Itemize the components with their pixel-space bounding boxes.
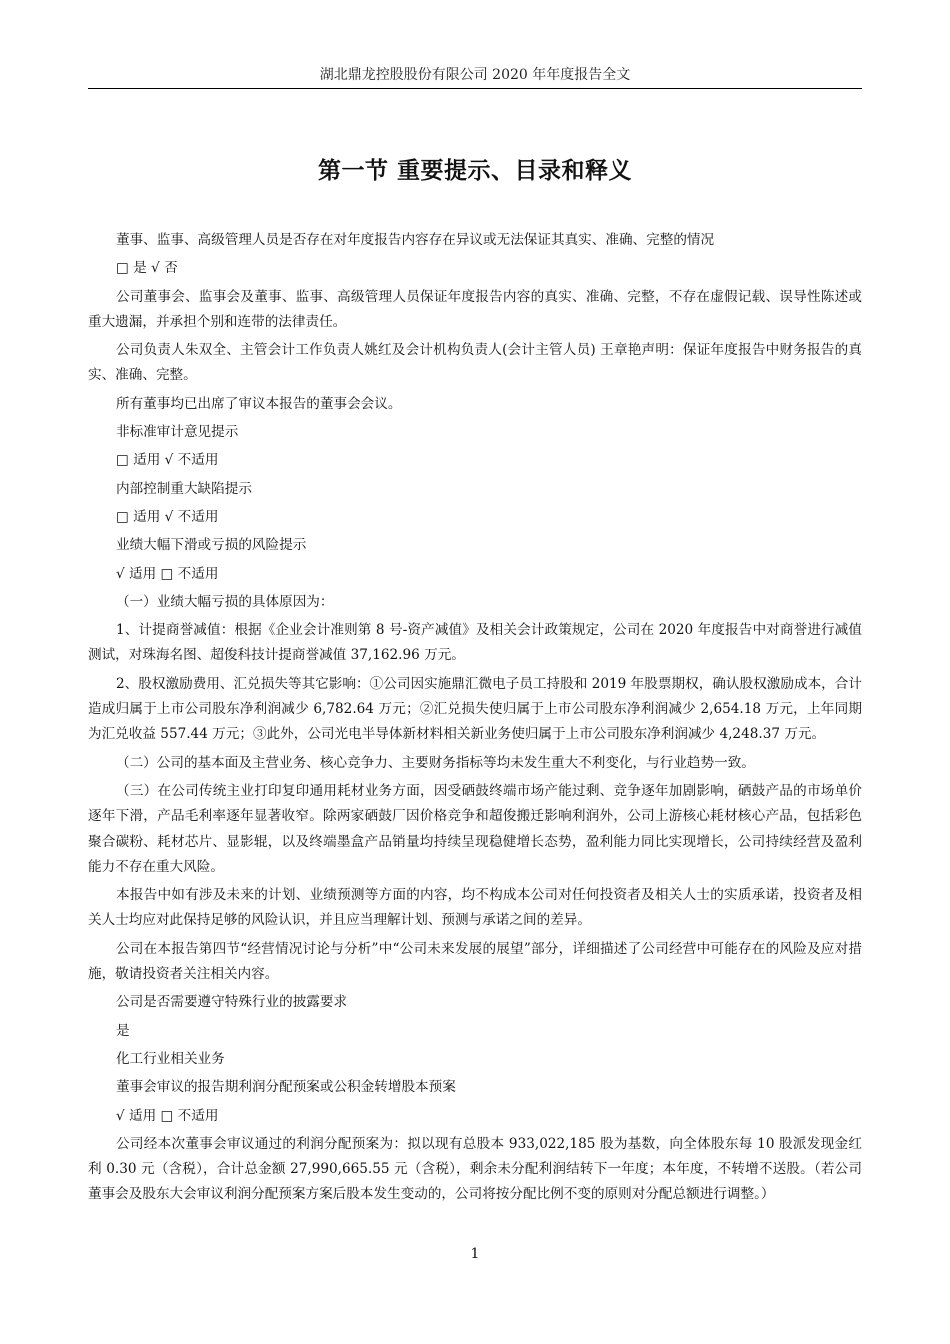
paragraph: 董事、监事、高级管理人员是否存在对年度报告内容存在异议或无法保证其真实、准确、完整的情况 — [116, 232, 715, 248]
paragraph: 业绩大幅下滑或亏损的风险提示 — [116, 537, 307, 554]
paragraph: 是 — [116, 1022, 130, 1039]
paragraph: □ 是 √ 否 — [116, 260, 178, 277]
paragraph: 公司经本次董事会审议通过的利润分配预案为：拟以现有总股本 933,022,185 股为基数，向全体股东每 10 股派发现金红利 0.30 元（含税），合计总金额 27,990,665.55 元（含税），剩余未分配利润结转下一年度；本年度，不转增不送股。（若公司董事会及股东大会审议利润分配预案方案后股本发生变动的，公司将按分配比例不变的原则对分配总额进行调整。） — [88, 1135, 862, 1203]
page-number: 1 — [470, 1246, 480, 1262]
paragraph: √ 适用 □ 不适用 — [116, 565, 219, 582]
paragraph: （三）在公司传统主业打印复印通用耗材业务方面，因受硒鼓终端市场产能过剩、竞争逐年加剧影响，硒鼓产品的市场单价逐年下滑，产品毛利率逐年显著收窄。除两家硒鼓厂因价格竞争和超俊搬迁影响利润外，公司上游核心耗材核心产品，包括彩色聚合碳粉、耗材芯片、显影辊，以及终端墨盒产品销量均持续呈现稳健增长态势，盈利能力同比实现增长，公司持续经营及盈利能力不存在重大风险。 — [88, 782, 862, 875]
page-header: 湖北鼎龙控股股份有限公司 2020 年年度报告全文 — [319, 67, 631, 83]
paragraph: 董事会审议的报告期利润分配预案或公积金转增股本预案 — [116, 1079, 456, 1096]
paragraph: 化工行业相关业务 — [116, 1050, 225, 1067]
paragraph: □ 适用 √ 不适用 — [116, 508, 219, 525]
paragraph: 公司在本报告第四节“经营情况讨论与分析”中“公司未来发展的展望”部分，详细描述了公司经营中可能存在的风险及应对措施，敬请投资者关注相关内容。 — [88, 940, 862, 983]
paragraph: 所有董事均已出席了审议本报告的董事会会议。 — [116, 395, 402, 412]
paragraph: 公司董事会、监事会及董事、监事、高级管理人员保证年度报告内容的真实、准确、完整，不存在虚假记载、误导性陈述或重大遗漏，并承担个别和连带的法律责任。 — [88, 288, 862, 330]
paragraph: □ 适用 √ 不适用 — [116, 452, 219, 469]
document-body — [88, 228, 862, 1211]
paragraph: √ 适用 □ 不适用 — [116, 1107, 219, 1124]
paragraph: （二）公司的基本面及主营业务、核心竞争力、主要财务指标等均未发生重大不利变化，与行业趋势一致。 — [116, 754, 755, 771]
paragraph: 非标准审计意见提示 — [116, 424, 239, 441]
paragraph: 内部控制重大缺陷提示 — [116, 480, 252, 497]
header-divider — [88, 88, 862, 89]
paragraph: （一）业绩大幅亏损的具体原因为： — [116, 593, 334, 610]
paragraph: 公司负责人朱双全、主管会计工作负责人姚红及会计机构负责人(会计主管人员) 王章艳声明：保证年度报告中财务报告的真实、准确、完整。 — [88, 342, 862, 384]
section-title: 第一节 重要提示、目录和释义 — [317, 158, 632, 184]
paragraph: 2、股权激励费用、汇兑损失等其它影响：①公司因实施鼎汇微电子员工持股和 2019 年股票期权，确认股权激励成本，合计造成归属于上市公司股东净利润减少 6,782.64 万元；②汇兑损失使归属于上市公司股东净利润减少 2,654.18 万元，上年同期为汇兑收益 557.44 万元；③此外，公司光电半导体新材料相关新业务使归属于上市公司股东净利润减少 4,248.37 万元。 — [88, 675, 862, 743]
paragraph: 本报告中如有涉及未来的计划、业绩预测等方面的内容，均不构成本公司对任何投资者及相关人士的实质承诺，投资者及相关人士均应对此保持足够的风险认识，并且应当理解计划、预测与承诺之间的差异。 — [88, 887, 862, 929]
paragraph: 1、计提商誉减值：根据《企业会计准则第 8 号-资产减值》及相关会计政策规定，公司在 2020 年度报告中对商誉进行减值测试，对珠海名图、超俊科技计提商誉减值 37,162.96 万元。 — [88, 622, 862, 664]
paragraph: 公司是否需要遵守特殊行业的披露要求 — [116, 994, 348, 1011]
